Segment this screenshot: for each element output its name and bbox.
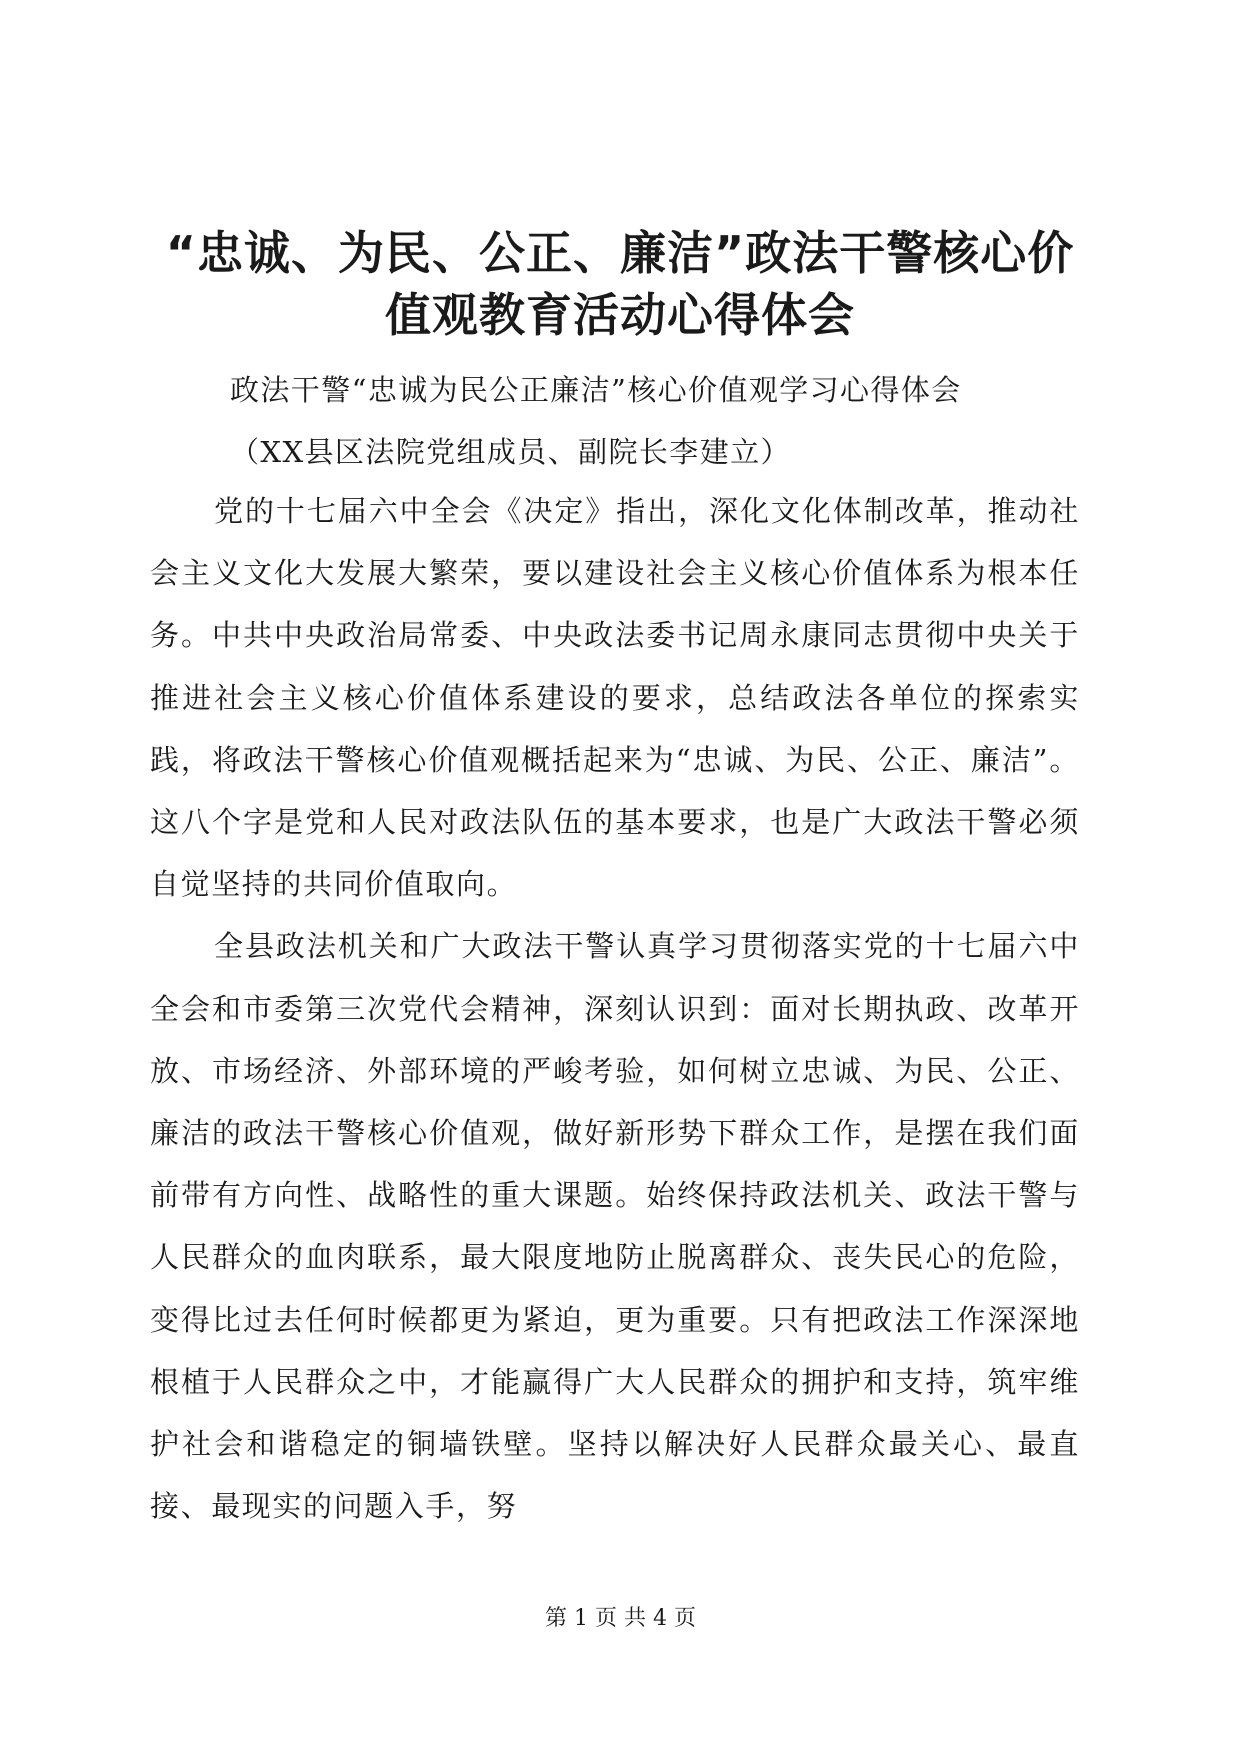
page-footer: 第 1 页 共 4 页 [545,1606,696,1631]
document-subtitle: 政法干警“忠诚为民公正廉洁”核心价值观学习心得体会 [230,373,962,407]
body-paragraph: 全县政法机关和广大政法干警认真学习贯彻落实党的十七届六中全会和市委第三次党代会精神，深刻认识到：面对长期执政、改革开放、市场经济、外部环境的严峻考验，如何树立忠诚、为民、公正、廉洁的政法干警核心价值观，做好新形势下群众工作，是摆在我们面前带有方向性、战略性的重大课题。始终保持政法机关、政法干警与人民群众的血肉联系，最大限度地防止脱离群众、丧失民心的危险，变得比过去任何时候都更为紧迫，更为重要。只有把政法工作深深地根植于人民群众之中，才能赢得广大人民群众的拥护和支持，筑牢维护社会和谐稳定的铜墙铁壁。坚持以解决好人民群众最关心、最直接、最现实的问题入手，努 [150,929,1080,1524]
body-paragraph: 党的十七届六中全会《决定》指出，深化文化体制改革，推动社会主义文化大发展大繁荣，要以建设社会主义核心价值体系为根本任务。中共中央政治局常委、中央政法委书记周永康同志贯彻中央关于推进社会主义核心价值体系建设的要求，总结政法各单位的探索实践，将政法干警核心价值观概括起来为“忠诚、为民、公正、廉洁”。这八个字是党和人民对政法队伍的基本要求，也是广大政法干警必须自觉坚持的共同价值取向。 [150,494,1080,902]
document-body [150,480,1080,1537]
document-title: “忠诚、为民、公正、廉洁”政法干警核心价值观教育活动心得体会 [165,226,1075,342]
author-line: （XX县区法院党组成员、副院长李建立） [230,435,791,469]
